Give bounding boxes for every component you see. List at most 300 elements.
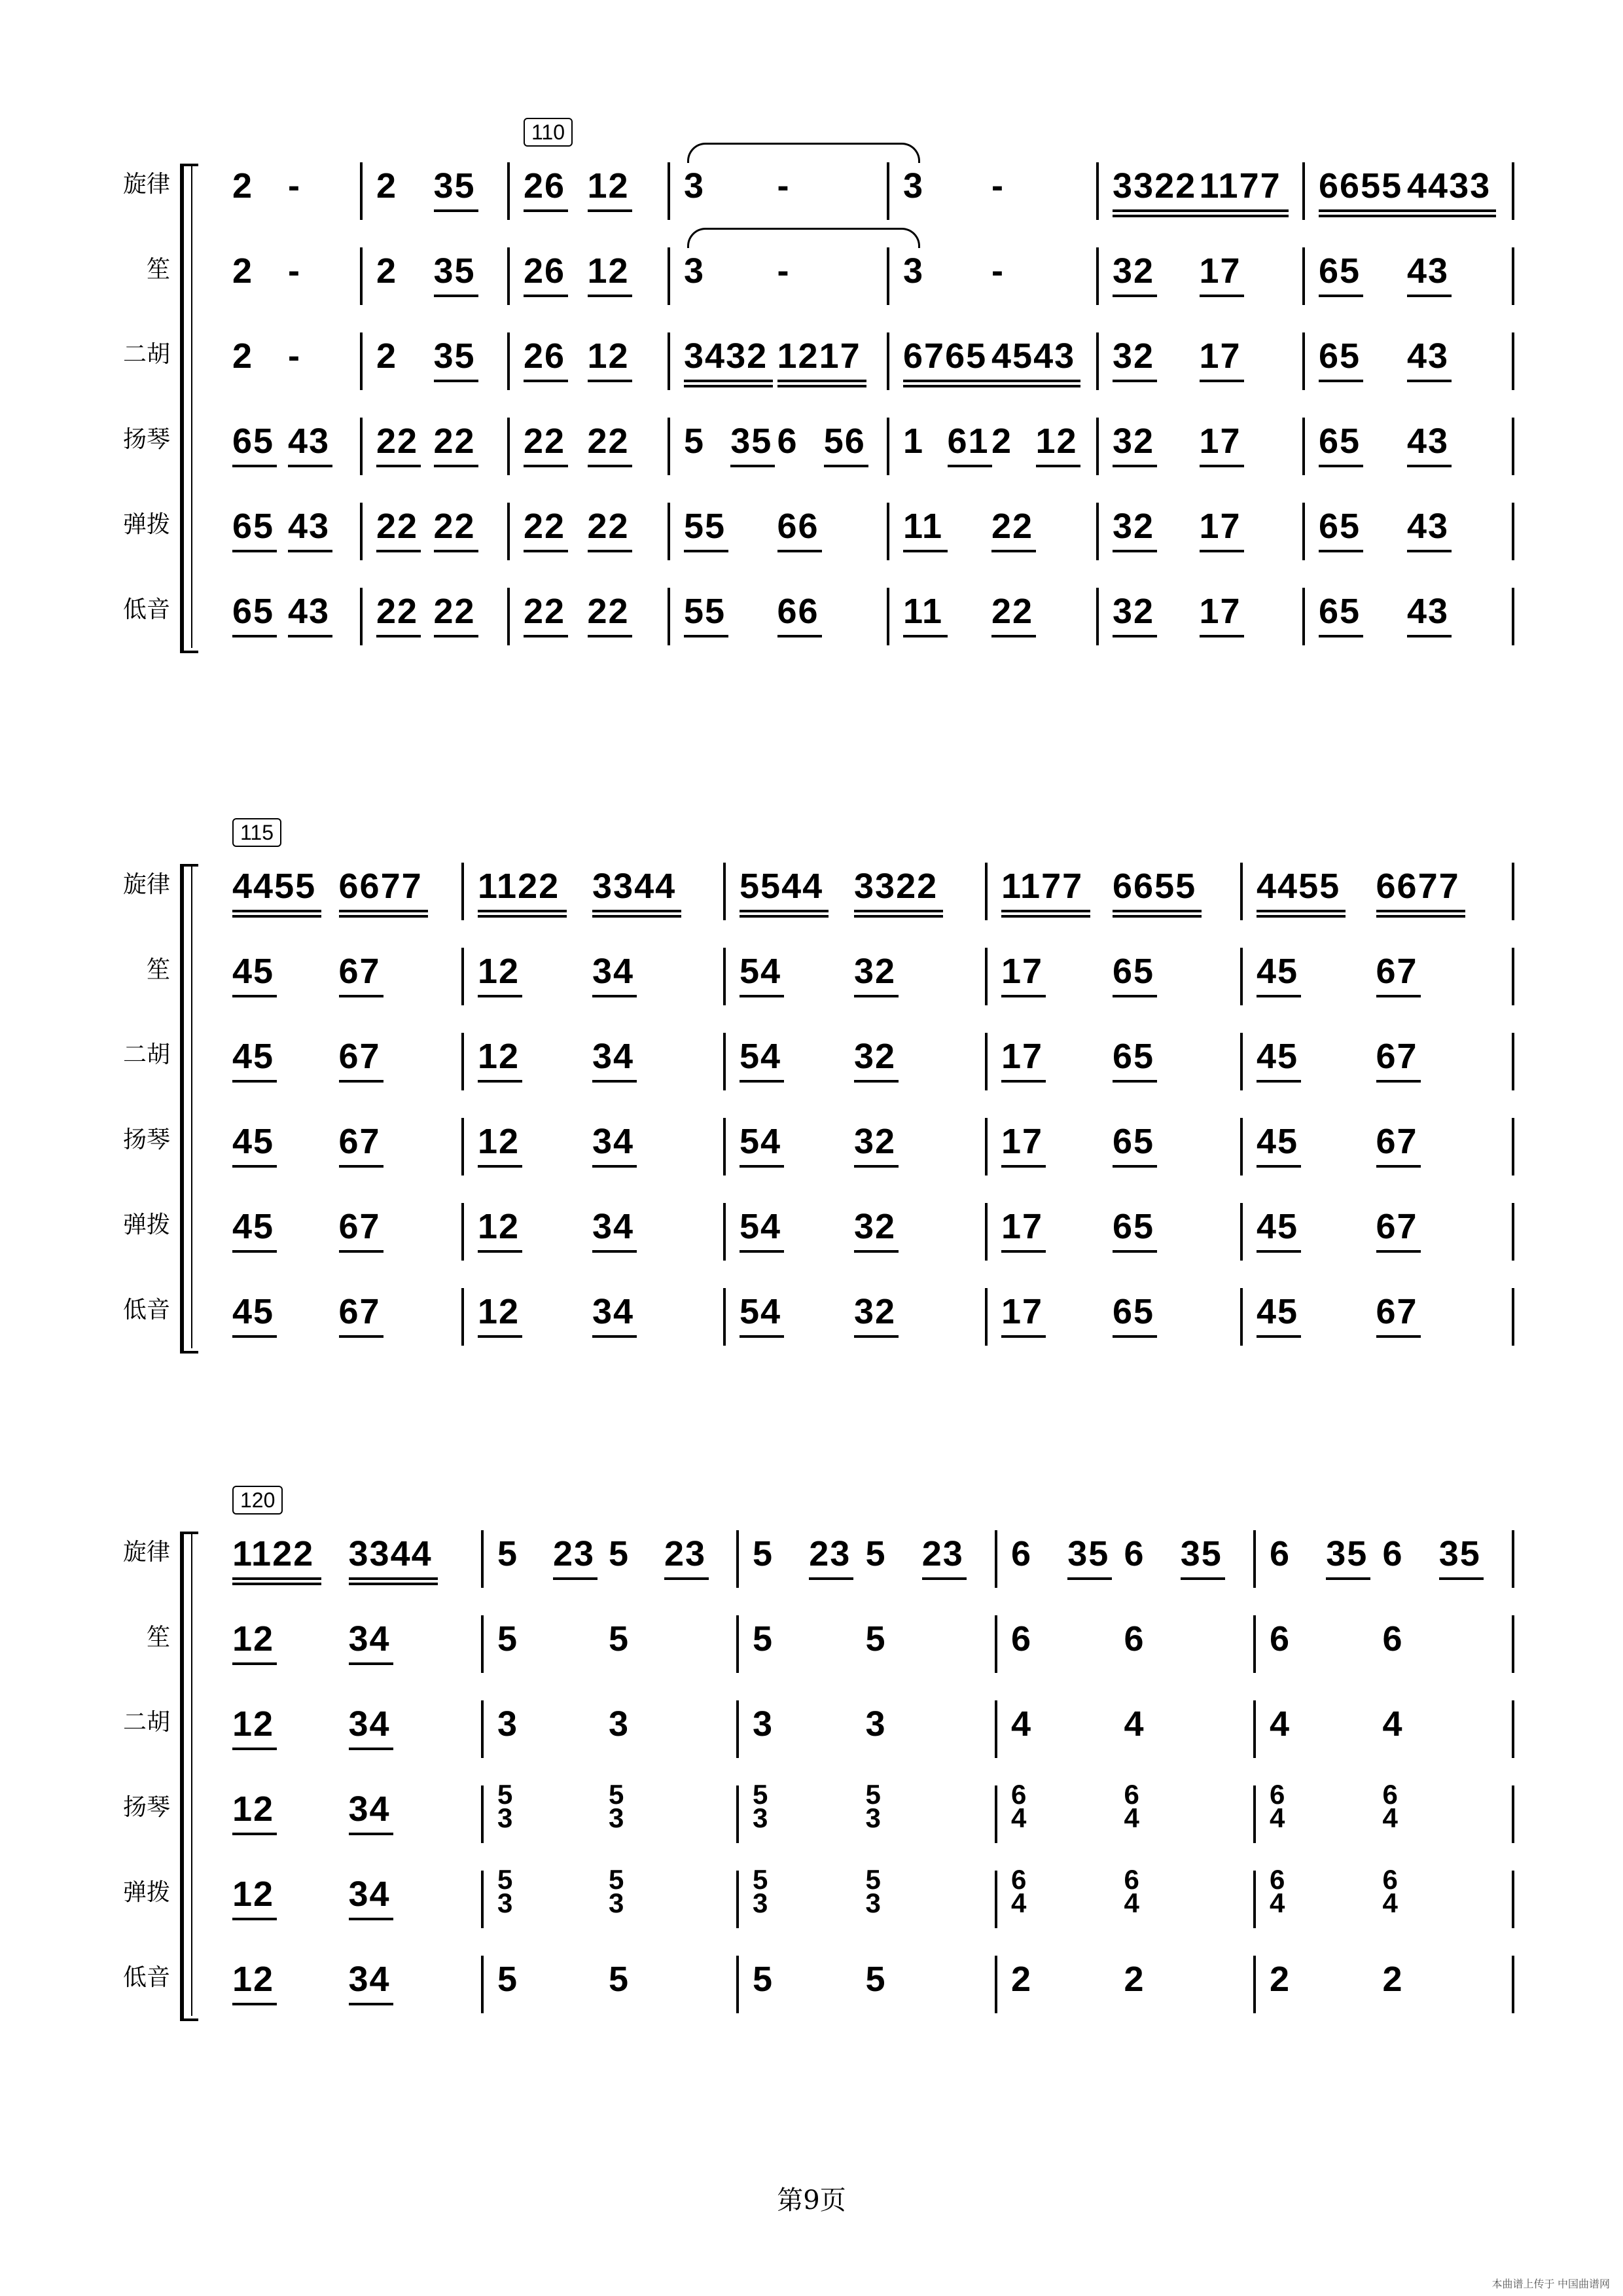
beat [991, 157, 1073, 215]
note-group: - [288, 336, 301, 376]
note-group: 32 [854, 952, 897, 991]
beat [1407, 497, 1489, 555]
underline [991, 380, 1080, 382]
note-group: 5 [609, 1534, 630, 1573]
note-group: 22 [587, 422, 630, 461]
note-group: 43 [288, 422, 330, 461]
barline [1512, 1956, 1514, 2013]
barline [507, 588, 510, 645]
beat [232, 497, 281, 555]
measure [1270, 1695, 1495, 1753]
barline [1096, 588, 1099, 645]
underline [1257, 995, 1301, 997]
underline [854, 1335, 899, 1338]
beat [1376, 1283, 1489, 1340]
beat [1319, 327, 1400, 385]
beat [854, 1113, 962, 1170]
note-group: 3432 [684, 336, 768, 376]
beat [777, 242, 865, 300]
measure [1001, 1113, 1224, 1170]
underline [478, 1165, 522, 1168]
barline [461, 948, 464, 1005]
note-group: 6 [1124, 1534, 1145, 1573]
measure [376, 327, 491, 385]
note-group: 3344 [348, 1534, 433, 1573]
measure [1113, 583, 1286, 640]
underline [434, 380, 478, 382]
underline [232, 2003, 277, 2005]
note-group: - [991, 166, 1005, 206]
measure [903, 242, 1080, 300]
barline [1512, 1785, 1514, 1843]
beat [524, 583, 581, 640]
beat [1200, 412, 1280, 470]
measure [232, 497, 344, 555]
note-group: 67 [1376, 1207, 1418, 1246]
beat [903, 242, 985, 300]
beat [854, 1283, 962, 1340]
note-group: 45 [232, 1292, 275, 1331]
beat [434, 242, 485, 300]
barline [1302, 418, 1305, 475]
beat [1200, 327, 1280, 385]
note-group: 45 [232, 1037, 275, 1076]
beat [588, 497, 645, 555]
note-group: 17 [1001, 1122, 1044, 1161]
underline [1407, 209, 1496, 212]
barline [1240, 863, 1243, 920]
underline [777, 380, 866, 382]
barline [1512, 1118, 1514, 1175]
underline [478, 1080, 522, 1083]
underline [1407, 550, 1452, 552]
underline [684, 380, 773, 382]
note-group: 65 [1113, 1292, 1155, 1331]
part-label: 旋律 [122, 171, 170, 198]
underline [1200, 215, 1289, 217]
beat [1001, 1113, 1106, 1170]
note-group: 1122 [478, 867, 560, 906]
note-group: 34 [348, 1960, 391, 1999]
underline [232, 1583, 321, 1585]
beat [524, 157, 581, 215]
measure [376, 412, 491, 470]
beat [349, 1950, 459, 2008]
underline [1407, 380, 1452, 382]
barline [723, 1033, 726, 1090]
barline [1512, 162, 1514, 220]
measure [232, 583, 344, 640]
beat [991, 327, 1076, 385]
barline [985, 863, 988, 920]
measure [497, 1950, 720, 2008]
barline [1512, 1033, 1514, 1090]
barline [887, 418, 889, 475]
note-group: 6 [1270, 1619, 1291, 1659]
note-group: 32 [854, 1037, 897, 1076]
underline [730, 465, 775, 467]
part-label: 二胡 [122, 341, 170, 368]
note-group: 6 [1011, 1534, 1033, 1573]
beat [1257, 1113, 1370, 1170]
note-group: 2 [232, 336, 254, 376]
barline [985, 1288, 988, 1346]
note-group: 6655 [1319, 166, 1403, 206]
measure [1319, 327, 1495, 385]
beat [1124, 1950, 1231, 2008]
measure [1257, 1028, 1495, 1085]
underline [903, 380, 992, 382]
beat [232, 1198, 332, 1255]
note-group: 12 [232, 1619, 275, 1659]
note-group: 65 [1319, 336, 1361, 376]
measure [478, 857, 707, 915]
underline [1113, 215, 1202, 217]
underline [854, 910, 943, 912]
underline [592, 915, 681, 918]
measure [232, 327, 344, 385]
underline [1001, 1250, 1046, 1253]
note-group: 12 [478, 1207, 520, 1246]
underline [339, 1165, 383, 1168]
beat [730, 412, 773, 470]
measure [376, 583, 491, 640]
underline [740, 1080, 784, 1083]
measure [1113, 242, 1286, 300]
note-group: 67 [338, 1037, 381, 1076]
measure [497, 1525, 720, 1583]
chord: 5 3 [753, 1779, 768, 1833]
note-group: 67 [338, 952, 381, 991]
beat [809, 1525, 859, 1583]
underline [684, 550, 728, 552]
note-group: 23 [664, 1534, 707, 1573]
underline [478, 915, 567, 918]
barline [481, 1530, 484, 1588]
underline [592, 995, 637, 997]
note-group: 43 [288, 507, 330, 546]
beat [609, 1865, 713, 1923]
beat [232, 1610, 342, 1668]
note-group: 32 [1113, 336, 1155, 376]
underline [1113, 465, 1157, 467]
beat [1376, 1113, 1489, 1170]
beat [1011, 1865, 1118, 1923]
beat [1376, 1028, 1489, 1085]
underline [1319, 465, 1363, 467]
chord: 6 4 [1124, 1779, 1139, 1833]
beat [1383, 1780, 1489, 1838]
beat [478, 1028, 586, 1085]
barline [887, 162, 889, 220]
barline [1512, 247, 1514, 305]
barline [668, 503, 670, 560]
note-group: 5 [609, 1960, 630, 1999]
note-group: 4455 [232, 867, 317, 906]
note-group: 12 [232, 1704, 275, 1744]
underline [232, 1662, 277, 1665]
measure [232, 1028, 445, 1085]
barline [1253, 1785, 1256, 1843]
beat [753, 1865, 859, 1923]
note-group: 22 [524, 422, 566, 461]
beat [497, 1865, 602, 1923]
note-group: 3 [497, 1704, 519, 1744]
measure [753, 1865, 978, 1923]
barline [736, 1785, 739, 1843]
underline [232, 1335, 277, 1338]
beat [232, 1283, 332, 1340]
underline [592, 1250, 637, 1253]
system-brace [180, 1532, 198, 2021]
beat [232, 1028, 332, 1085]
beat [1319, 497, 1400, 555]
note-group: 43 [1407, 507, 1450, 546]
barline [481, 1785, 484, 1843]
note-group: 2 [1382, 1960, 1404, 1999]
measure [753, 1610, 978, 1668]
note-group: 6 [1124, 1619, 1145, 1659]
note-group: 2 [232, 166, 254, 206]
note-group: 22 [433, 422, 476, 461]
underline [339, 1250, 383, 1253]
note-group: 2 [376, 336, 398, 376]
underline [1319, 635, 1363, 637]
beat [478, 1113, 586, 1170]
measure [1270, 1525, 1495, 1583]
beat [349, 1865, 459, 1923]
note-group: 1177 [1199, 166, 1281, 206]
underline [1407, 635, 1452, 637]
measure [232, 1283, 445, 1340]
beat [592, 942, 700, 1000]
note-group: 11 [903, 507, 944, 546]
measure [478, 1198, 707, 1255]
beat [288, 242, 337, 300]
barline [360, 247, 363, 305]
beat [1407, 242, 1489, 300]
beat [903, 412, 941, 470]
beat [1319, 412, 1400, 470]
note-group: 4455 [1257, 867, 1341, 906]
note-group: 12 [587, 336, 630, 376]
note-group: 22 [433, 592, 476, 631]
beat [232, 1695, 342, 1753]
beat [866, 1950, 972, 2008]
measure [478, 1028, 707, 1085]
barline [1253, 1700, 1256, 1758]
note-group: 2 [1124, 1960, 1145, 1999]
underline [232, 1250, 277, 1253]
note-group: 67 [1376, 1037, 1418, 1076]
rehearsal-mark: 110 [524, 118, 573, 147]
note-group: 45 [1257, 952, 1299, 991]
underline [524, 295, 568, 297]
beat [1376, 1198, 1489, 1255]
underline [1113, 1250, 1157, 1253]
underline [588, 209, 632, 212]
underline [524, 465, 568, 467]
underline [232, 995, 277, 997]
note-group: 6 [1270, 1534, 1291, 1573]
barline [668, 247, 670, 305]
measure [497, 1780, 720, 1838]
beat [684, 157, 771, 215]
measure [1319, 497, 1495, 555]
note-group: 12 [478, 1037, 520, 1076]
measure [753, 1525, 978, 1583]
note-group: 43 [1407, 592, 1450, 631]
beat [777, 327, 865, 385]
beat [588, 327, 645, 385]
beat [592, 857, 700, 915]
beat [434, 497, 485, 555]
note-group: 65 [232, 422, 275, 461]
barline [1302, 503, 1305, 560]
beat [524, 497, 581, 555]
note-group: 26 [524, 336, 566, 376]
underline [339, 1335, 383, 1338]
beat [991, 412, 1029, 470]
beat [609, 1695, 713, 1753]
note-group: 26 [524, 251, 566, 291]
barline [723, 1288, 726, 1346]
note-group: 2 [991, 422, 1013, 461]
beat [349, 1610, 459, 1668]
beat [524, 327, 581, 385]
beat [753, 1950, 859, 2008]
measure [1257, 1198, 1495, 1255]
beat [232, 583, 281, 640]
beat [1113, 942, 1217, 1000]
barline [985, 1203, 988, 1261]
note-group: 45 [232, 1207, 275, 1246]
note-group: 5 [497, 1619, 519, 1659]
underline [1376, 1335, 1421, 1338]
barline [1240, 1033, 1243, 1090]
beat [232, 1865, 342, 1923]
underline [232, 1918, 277, 1920]
underline [349, 1748, 393, 1750]
underline [232, 550, 277, 552]
underline [991, 635, 1036, 637]
note-group: 55 [684, 592, 726, 631]
note-group: 67 [1376, 1122, 1418, 1161]
beat [777, 583, 865, 640]
beat [1011, 1610, 1118, 1668]
chord: 5 3 [865, 1864, 881, 1918]
beat [497, 1695, 602, 1753]
underline [809, 1577, 853, 1580]
measure [232, 942, 445, 1000]
barline [461, 1118, 464, 1175]
beat [1257, 857, 1370, 915]
beat [339, 942, 439, 1000]
underline [232, 465, 277, 467]
measure [232, 1525, 465, 1583]
note-group: 3322 [854, 867, 938, 906]
beat [288, 583, 337, 640]
underline [1200, 550, 1244, 552]
beat [339, 1283, 439, 1340]
part-label: 二胡 [122, 1041, 170, 1068]
barline [1240, 1118, 1243, 1175]
beat [1124, 1525, 1174, 1583]
measure [684, 157, 870, 215]
note-group: 54 [740, 1207, 782, 1246]
underline [339, 910, 428, 912]
part-label: 弹拨 [122, 511, 170, 538]
barline [985, 1033, 988, 1090]
note-group: 54 [740, 952, 782, 991]
beat [1011, 1525, 1061, 1583]
beat [434, 327, 485, 385]
part-label: 旋律 [122, 1539, 170, 1566]
note-group: 6677 [1376, 867, 1460, 906]
measure [1113, 327, 1286, 385]
beat [1035, 412, 1078, 470]
beat [1181, 1525, 1230, 1583]
measure [740, 1113, 969, 1170]
beat [232, 1780, 342, 1838]
beat [1067, 1525, 1117, 1583]
beat [824, 412, 864, 470]
note-group: 67 [1376, 952, 1418, 991]
underline [288, 635, 332, 637]
underline [1001, 915, 1090, 918]
note-group: 3322 [1113, 166, 1197, 206]
note-group: 23 [921, 1534, 964, 1573]
chord: 5 3 [609, 1779, 624, 1833]
beat [1439, 1525, 1489, 1583]
beat [854, 857, 962, 915]
underline [854, 995, 899, 997]
chord: 6 4 [1011, 1779, 1027, 1833]
barline [1253, 1530, 1256, 1588]
barline [887, 332, 889, 390]
note-group: 22 [524, 592, 566, 631]
beat [1113, 1028, 1217, 1085]
barline [668, 418, 670, 475]
note-group: 5 [753, 1534, 774, 1573]
note-group: 2 [376, 251, 398, 291]
note-group: 32 [1113, 422, 1155, 461]
beat [740, 1283, 847, 1340]
beat [288, 157, 337, 215]
note-group: 65 [232, 592, 275, 631]
beat [592, 1283, 700, 1340]
beat [740, 1113, 847, 1170]
beat [1376, 857, 1489, 915]
note-group: 5 [753, 1619, 774, 1659]
note-group: 54 [740, 1122, 782, 1161]
beat [684, 583, 771, 640]
beat [376, 583, 427, 640]
barline [995, 1530, 997, 1588]
barline [1512, 332, 1514, 390]
note-group: 5 [865, 1619, 887, 1659]
note-group: 65 [1113, 952, 1155, 991]
note-group: 32 [1113, 592, 1155, 631]
note-group: 35 [730, 422, 773, 461]
note-group: 5 [865, 1534, 887, 1573]
note-group: 2 [232, 251, 254, 291]
barline [736, 1615, 739, 1673]
note-group: 6765 [903, 336, 988, 376]
underline [1113, 1165, 1157, 1168]
note-group: 35 [1067, 1534, 1110, 1573]
rehearsal-mark: 115 [232, 818, 281, 847]
